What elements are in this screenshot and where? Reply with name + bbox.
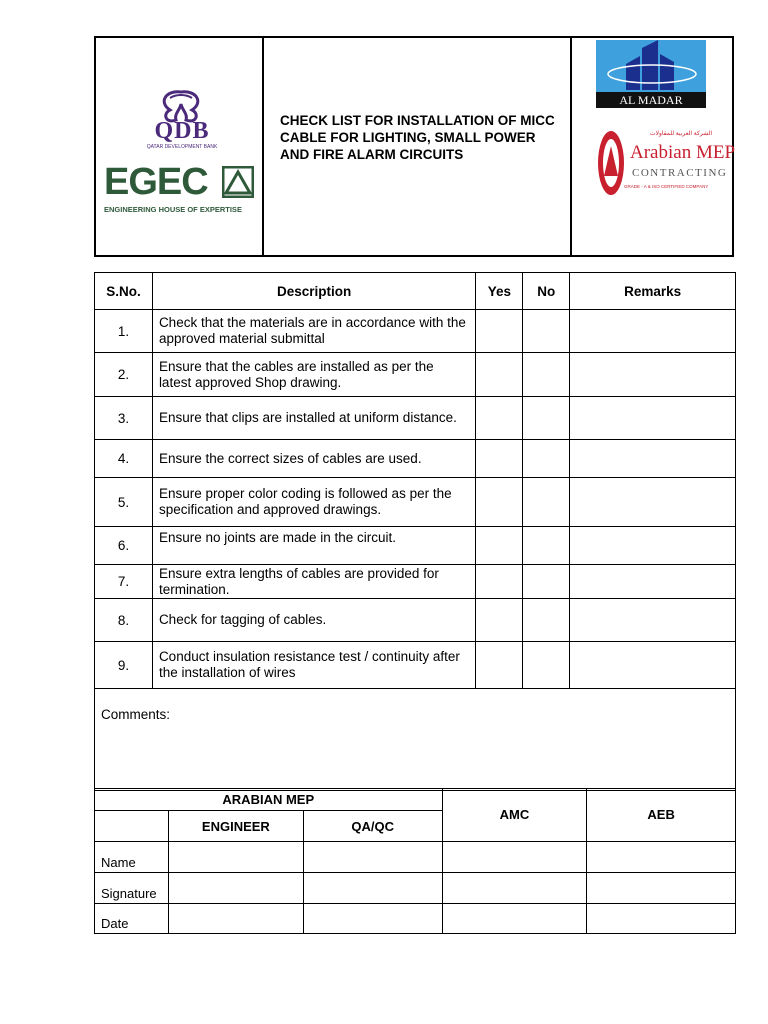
qaqc-header: QA/QC [303,811,442,842]
aeb-signature-cell[interactable] [587,873,736,904]
egec-triangle-icon [222,166,254,198]
no-cell[interactable] [523,440,570,478]
qdb-logo-text: QDB [154,118,210,144]
amc-date-cell[interactable] [442,904,587,934]
signoff-row-name [95,842,736,873]
row-number: 3. [95,397,153,440]
remarks-cell[interactable] [570,642,736,689]
qaqc-name-cell[interactable] [303,842,442,873]
row-description: Ensure that clips are installed at uniform distance. [152,397,475,440]
row-description: Conduct insulation resistance test / continuity after the installation of wires [152,642,475,689]
qaqc-signature-cell[interactable] [303,873,442,904]
empty-cell [95,811,169,842]
no-cell[interactable] [523,565,570,599]
table-row [95,478,736,527]
egec-tagline: ENGINEERING HOUSE OF EXPERTISE [104,205,242,214]
no-cell[interactable] [523,642,570,689]
row-label-date: Date [95,904,169,934]
col-header-sno: S.No. [95,273,153,310]
arabian-mep-text: Arabian MEP [630,142,736,163]
remarks-cell[interactable] [570,353,736,397]
no-cell[interactable] [523,527,570,565]
row-number: 6. [95,527,153,565]
al-madar-logo [596,40,706,108]
table-row [95,310,736,353]
signoff-row-signature [95,873,736,904]
row-number: 4. [95,440,153,478]
amc-signature-cell[interactable] [442,873,587,904]
row-label-name: Name [95,842,169,873]
row-number: 9. [95,642,153,689]
signoff-header-row [95,789,736,811]
row-number: 7. [95,565,153,599]
remarks-cell[interactable] [570,599,736,642]
row-description: Ensure no joints are made in the circuit. [152,527,475,565]
remarks-cell[interactable] [570,310,736,353]
table-row [95,440,736,478]
engineer-signature-cell[interactable] [168,873,303,904]
document-header [94,36,734,257]
checklist-table [94,272,736,791]
qaqc-date-cell[interactable] [303,904,442,934]
table-row [95,397,736,440]
al-madar-text: AL MADAR [596,92,706,108]
no-cell[interactable] [523,478,570,527]
remarks-cell[interactable] [570,478,736,527]
row-number: 5. [95,478,153,527]
left-logos-cell [96,38,264,255]
row-number: 1. [95,310,153,353]
row-description: Ensure proper color coding is followed as per the specification and approved drawings. [152,478,475,527]
col-header-remarks: Remarks [570,273,736,310]
arabian-mep-subtext: CONTRACTING [632,167,728,179]
row-description: Ensure that the cables are installed as per the latest approved Shop drawing. [152,353,475,397]
document-title: CHECK LIST FOR INSTALLATION OF MICC CABLE FOR LIGHTING, SMALL POWER AND FIRE ALARM CIRCUITS [280,113,555,162]
amc-header: AMC [442,789,587,842]
engineer-name-cell[interactable] [168,842,303,873]
yes-cell[interactable] [476,397,523,440]
row-label-signature: Signature [95,873,169,904]
yes-cell[interactable] [476,310,523,353]
engineer-header: ENGINEER [168,811,303,842]
remarks-cell[interactable] [570,440,736,478]
building-icon [596,40,706,92]
aeb-header: AEB [587,789,736,842]
arabian-mep-emblem-icon [596,128,626,198]
row-description: Check for tagging of cables. [152,599,475,642]
remarks-cell[interactable] [570,527,736,565]
engineer-date-cell[interactable] [168,904,303,934]
table-row [95,642,736,689]
qdb-logo-subtext: QATAR DEVELOPMENT BANK [146,144,218,150]
yes-cell[interactable] [476,440,523,478]
no-cell[interactable] [523,599,570,642]
aeb-date-cell[interactable] [587,904,736,934]
signoff-row-date [95,904,736,934]
no-cell[interactable] [523,397,570,440]
row-description: Ensure the correct sizes of cables are used. [152,440,475,478]
row-description: Ensure extra lengths of cables are provided for termination. [152,565,475,599]
title-cell [264,38,572,255]
col-header-description: Description [152,273,475,310]
row-number: 8. [95,599,153,642]
row-description: Check that the materials are in accordance with the approved material submittal [152,310,475,353]
remarks-cell[interactable] [570,565,736,599]
amc-name-cell[interactable] [442,842,587,873]
checklist-header-row [95,273,736,310]
remarks-cell[interactable] [570,397,736,440]
table-row [95,527,736,565]
arabian-mep-tagline: GRADE - A & ISO CERTIFIED COMPANY [624,184,709,189]
signoff-table [94,788,736,934]
table-row [95,565,736,599]
no-cell[interactable] [523,310,570,353]
yes-cell[interactable] [476,353,523,397]
egec-logo-text: EGEC [104,161,208,203]
arabian-mep-header: ARABIAN MEP [95,789,443,811]
yes-cell[interactable] [476,642,523,689]
comments-cell[interactable] [95,689,736,791]
yes-cell[interactable] [476,478,523,527]
arabian-mep-arabic-text: الشركة العربية للمقاولات [649,131,712,137]
col-header-yes: Yes [476,273,523,310]
yes-cell[interactable] [476,565,523,599]
right-logos-cell [572,38,736,255]
comments-label: Comments: [101,707,171,722]
table-row [95,599,736,642]
row-number: 2. [95,353,153,397]
col-header-no: No [523,273,570,310]
table-row [95,353,736,397]
comments-row [95,689,736,791]
yes-cell[interactable] [476,527,523,565]
aeb-name-cell[interactable] [587,842,736,873]
yes-cell[interactable] [476,599,523,642]
no-cell[interactable] [523,353,570,397]
